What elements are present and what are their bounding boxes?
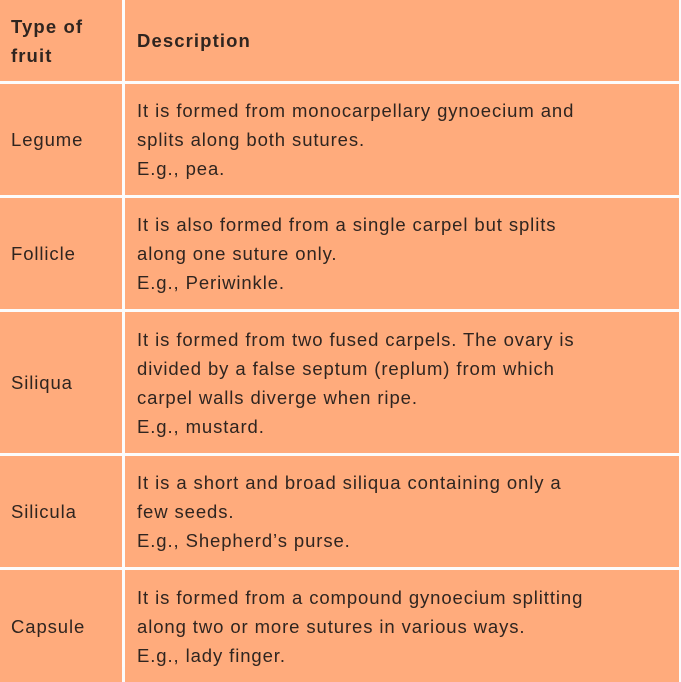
description-cell — [125, 198, 679, 309]
fruit-type-capsule: Capsule — [11, 615, 86, 637]
fruit-type-cell — [0, 198, 122, 309]
fruit-type-follicle: Follicle — [11, 243, 76, 264]
description-follicle: It is also formed from a single carpel but splits along one suture only. E.g., Periwinkle. — [137, 214, 557, 293]
description-siliqua: It is formed from two fused carpels. The ovary is divided by a false septum (replum) from which carpel walls diverge when ripe. E.g., mustard. — [137, 328, 575, 437]
description-cell — [125, 456, 679, 567]
fruit-type-cell — [0, 84, 122, 195]
header-description — [125, 0, 679, 81]
fruit-type-legume: Legume — [11, 129, 84, 150]
description-cell — [125, 312, 679, 453]
description-cell — [125, 570, 679, 682]
description-cell — [125, 84, 679, 195]
fruit-type-siliqua: Siliqua — [11, 372, 73, 393]
description-legume: It is formed from monocarpellary gynoecium and splits along both sutures. E.g., pea. — [137, 100, 575, 179]
fruit-type-cell — [0, 570, 122, 682]
header-type-of-fruit-label: Type of fruit — [11, 15, 84, 66]
header-type-of-fruit — [0, 0, 122, 81]
fruit-type-silicula: Silicula — [11, 501, 77, 522]
description-silicula: It is a short and broad siliqua containing only a few seeds. E.g., Shepherd’s purse. — [137, 472, 562, 551]
fruit-type-cell — [0, 312, 122, 453]
description-capsule: It is formed from a compound gynoecium splitting along two or more sutures in various ways. E.g., lady finger. — [137, 586, 584, 666]
fruit-type-cell — [0, 456, 122, 567]
header-description-label: Description — [137, 30, 251, 51]
